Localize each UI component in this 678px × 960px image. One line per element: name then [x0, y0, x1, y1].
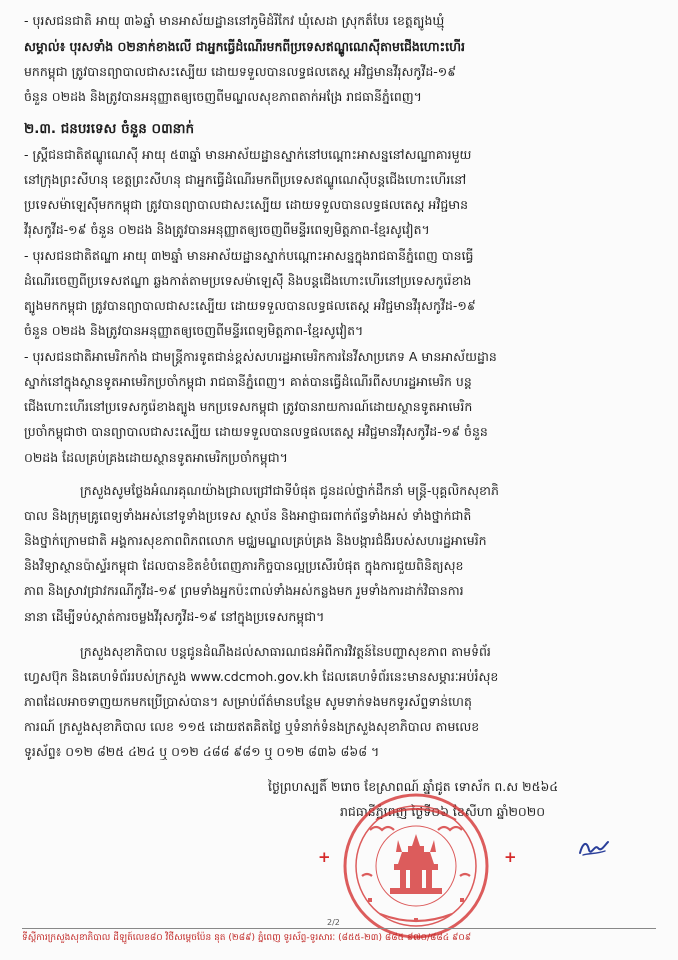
text-line: ការណ៍ ក្រសួងសុខាភិបាល លេខ ១១៥ ដោយឥតគិតថ្លៃ ឬទំនាក់ទំនងក្រសួងសុខាភិបាល តាមលេខ: [24, 719, 480, 734]
text-line: ត្បូងមកកម្ពុជា ត្រូវបានព្យាបាលជាសះស្បើយ ដោយទទួលបានលទ្ធផលតេស្ត អវិជ្ជមានវីរុសកូវីដ-១៩: [24, 298, 476, 313]
footer-address: ទីស្តីការក្រសួងសុខាភិបាល ដីឡូត៍លេខ៨០ វិថីសម្ដេចប៉ែន នុត (២៨៩) ភ្នំពេញ ទូរស័ព្ទ-ទូរសារៈ (៨៥៥-២៣) ៨៨៥ ៩៧០/៨៨៤ ៩០៩: [22, 933, 472, 943]
signature: [577, 838, 611, 858]
text-line: ស្នាក់នៅក្នុងស្ថានទូតអាមេរិកប្រចាំកម្ពុជា រាជធានីភ្នំពេញ។ គាត់បានធ្វើដំណើរពីសហរដ្ឋអាមេរិក បន្ត: [24, 374, 472, 389]
paragraph-start: ក្រសួងសុខាភិបាល បន្តជូនដំណឹងដល់សាធារណជនអំពីការវិវត្តន៍នៃបញ្ហាសុខភាព តាមទំព័រ: [80, 644, 491, 659]
text-line: ទូរស័ព្ទ៖ ០១២ ៨២៥ ៤២៤ ឬ ០១២ ៤៨៨ ៩៨១ ឬ ០១២ ៨៣៦ ៨៦៨ ។: [24, 744, 380, 759]
text-line: និងវិទ្យាស្ថានប៉ាស្ទ័រកម្ពុជា ដែលបានខិតខំបំពេញភារកិច្ចបានល្អប្រសើរបំផុត ក្នុងការជួយពិនិត្យសុខ: [24, 558, 464, 573]
red-cross-mark: +: [318, 848, 331, 866]
text-line: ជើងហោះហើរនៅប្រទេសកូរ៉េខាងត្បូង មកប្រទេសកម្ពុជា ត្រូវបានរាយការណ៍ដោយស្ថានទូតអាមេរិក: [24, 399, 473, 414]
text-line: បាល និងក្រុមគ្រូពេទ្យទាំងអស់នៅទូទាំងប្រទេស ស្ថាប័ន និងអាជ្ញាធរពាក់ព័ន្ធទាំងអស់ ទាំងថ្នាក់ជាតិ: [24, 508, 472, 523]
text-line: ភាពដែលអាចទាញយកមកប្រើប្រាស់បាន។ សម្រាប់ព័ត៌មានបន្ថែម សូមទាក់ទងមកទូរស័ព្ទទាន់ហេតុ: [24, 694, 472, 709]
text-line: ដំណើរចេញពីប្រទេសឥណ្ឌា ឆ្លងកាត់តាមប្រទេសម៉ាឡេស៊ី និងបន្តជើងហោះហើរនៅប្រទេសកូរ៉េខាង: [24, 273, 472, 288]
text-line: - បុរសជនជាតិឥណ្ឌា អាយុ ៣២ឆ្នាំ មានអាស័យដ្ឋានស្នាក់បណ្តោះអាសន្នក្នុងរាជធានីភ្នំពេញ បានធ្វើ: [24, 248, 474, 263]
text-line: ប្រចាំកម្ពុជាថា បានព្យាបាលជាសះស្បើយ ដោយទទួលបានលទ្ធផលតេស្ត អវិជ្ជមានវីរុសកូវីដ-១៩ ចំនួន: [24, 424, 488, 439]
page-number: 2/2: [327, 918, 340, 927]
red-cross-mark: +: [504, 848, 517, 866]
text-line: នៅក្រុងព្រះសីហនុ ខេត្តព្រះសីហនុ ជាអ្នកធ្វើដំណើរមកពីប្រទេសឥណ្ឌូណេស៊ីបន្តជើងហោះហើរនៅ: [24, 172, 467, 187]
text-line: ចំនួន ០២ដង និងត្រូវបានអនុញ្ញាតឲ្យចេញពីមណ្ឌលសុខភាពតាក់អង្រែ រាជធានីភ្នំពេញ។: [24, 89, 422, 104]
text-line: ប្រទេសម៉ាឡេស៊ីមកកម្ពុជា ត្រូវបានព្យាបាលជាសះស្បើយ ដោយទទួលបានលទ្ធផលតេស្ត អវិជ្ជមាន: [24, 197, 469, 212]
text-line: នានា ដើម្បីទប់ស្កាត់ការចម្លងវីរុសកូវីដ-១៩ នៅក្នុងប្រទេសកម្ពុជា។: [24, 609, 325, 624]
text-line: ភាព និងស្រាវជ្រាវករណីកូវីដ-១៩ ព្រមទាំងអ្នកប៉ះពាល់ទាំងអស់កន្លងមក រួមទាំងការដាក់វិធានការ: [24, 583, 464, 598]
text-line: ចំនួន ០២ដង និងត្រូវបានអនុញ្ញាតឲ្យចេញពីមន្ទីរពេទ្យមិត្តភាព-ខ្មែរសូវៀត។: [24, 323, 364, 338]
text-line: - បុរសជនជាតិ អាយុ ៣៦ឆ្នាំ មានអាស័យដ្ឋាននៅភូមិដំរីកែវ ឃុំសេដា ស្រុកត៏បែរ ខេត្តត្បូងឃ្មុំ: [24, 13, 445, 28]
section-heading: ២.៣. ជនបរទេស ចំនួន ០៣នាក់: [24, 121, 195, 137]
text-line: និងថ្នាក់ក្រោមជាតិ អង្គការសុខភាពពិភពលោក មជ្ឈមណ្ឌលគ្រប់គ្រង និងបង្ការជំងឺរបស់សហរដ្ឋអាមេរិក: [24, 533, 487, 548]
text-line: ហ្វេសប៊ុក និងគេហទំព័ររបស់ក្រសួង www.cdcmoh.gov.kh ដែលគេហទំព័រនេះមានសម្ភារៈអប់រំសុខ: [24, 669, 499, 684]
text-line: វីរុសកូវីដ-១៩ ចំនួន ០២ដង និងត្រូវបានអនុញ្ញាតឲ្យចេញពីមន្ទីរពេទ្យមិត្តភាព-ខ្មែរសូវៀត។: [24, 222, 430, 237]
text-line: មកកម្ពុជា ត្រូវបានព្យាបាលជាសះស្បើយ ដោយទទួលបានលទ្ធផលតេស្ត អវិជ្ជមានវីរុសកូវីដ-១៩: [24, 64, 457, 79]
text-line: - ស្ត្រីជនជាតិឥណ្ឌូណេស៊ី អាយុ ៥៣ឆ្នាំ មានអាស័យដ្ឋានស្នាក់នៅបណ្តោះអាសន្ននៅសណ្ឋាគារមួយ: [24, 147, 472, 162]
text-line: - បុរសជនជាតិអាមេរិកកាំង ជាមន្រ្តីការទូតជាន់ខ្ពស់សហរដ្ឋអាមេរិកការនៃវីសាប្រភេទ A មានអាស័យដ្ឋាន: [24, 349, 497, 364]
lunar-date-line: ថ្ងៃព្រហស្បតិ៍ ២រោច ខែស្រាពណ៍ ឆ្នាំជូត ទោស័ក ព.ស ២៥៦៤: [268, 779, 559, 794]
date-line: រាជធានីភ្នំពេញ ថ្ងៃទី០៦ ខែសីហា ឆ្នាំ២០២០: [340, 804, 546, 819]
footer-divider: [22, 928, 656, 929]
text-line: ០២ដង ដែលគ្រប់គ្រងដោយស្ថានទូតអាមេរិកប្រចាំកម្ពុជា។: [24, 450, 288, 465]
ministry-seal-stamp: [340, 790, 492, 942]
note-line: សម្គាល់៖ បុរសទាំង ០២នាក់ខាងលើ ជាអ្នកធ្វើដំណើរមកពីប្រទេសឥណ្ឌូណេស៊ីតាមជើងហោះហើរ: [24, 39, 465, 54]
paragraph-start: ក្រសួងសូមថ្លែងអំណរគុណយ៉ាងជ្រាលជ្រៅជាទីបំផុត ជូនដល់ថ្នាក់ដឹកនាំ មន្ត្រី-បុគ្គលិកសុខាភិ: [80, 483, 499, 498]
